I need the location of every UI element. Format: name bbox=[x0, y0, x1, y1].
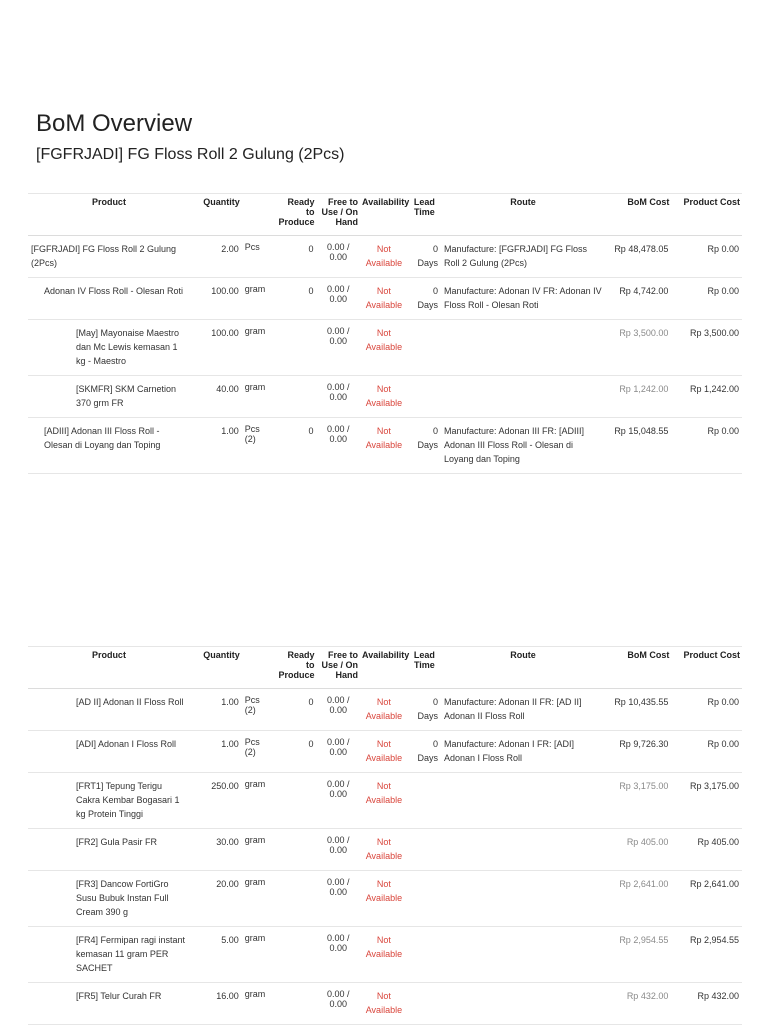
table-row[interactable] bbox=[28, 927, 742, 983]
col-bom-cost[interactable]: BoM Cost bbox=[605, 194, 671, 236]
bom-cost-cell: Rp 2,641.00 bbox=[605, 871, 671, 927]
free-onhand-cell: 0.00 / 0.00 bbox=[316, 278, 360, 320]
product-cell[interactable]: [ADIII] Adonan III Floss Roll - Olesan di Loyang dan Toping bbox=[28, 418, 190, 474]
availability-cell: Not Available bbox=[360, 773, 408, 829]
bom-cost-cell: Rp 9,726.30 bbox=[605, 731, 671, 773]
col-product[interactable]: Product bbox=[28, 194, 190, 236]
table-row[interactable] bbox=[28, 983, 742, 1025]
quantity-cell: 20.00 bbox=[190, 871, 242, 927]
free-onhand-cell: 0.00 / 0.00 bbox=[316, 983, 360, 1025]
free-onhand-cell: 0.00 / 0.00 bbox=[316, 689, 360, 731]
availability-cell: Not Available bbox=[360, 983, 408, 1025]
table-row[interactable] bbox=[28, 418, 742, 474]
route-cell[interactable] bbox=[441, 829, 605, 871]
col-quantity[interactable]: Quantity bbox=[190, 647, 242, 689]
col-availability[interactable]: Availability bbox=[360, 647, 408, 689]
free-onhand-cell: 0.00 / 0.00 bbox=[316, 871, 360, 927]
col-product-cost[interactable]: Product Cost bbox=[671, 647, 742, 689]
col-product[interactable]: Product bbox=[28, 647, 190, 689]
product-cost-cell: Rp 0.00 bbox=[671, 689, 742, 731]
route-cell[interactable] bbox=[441, 983, 605, 1025]
route-cell[interactable]: Manufacture: [FGFRJADI] FG Floss Roll 2 Gulung (2Pcs) bbox=[441, 236, 605, 278]
quantity-cell: 40.00 bbox=[190, 376, 242, 418]
col-lead[interactable]: Lead Time bbox=[408, 647, 441, 689]
bom-cost-cell: Rp 4,742.00 bbox=[605, 278, 671, 320]
availability-cell: Not Available bbox=[360, 731, 408, 773]
product-cell[interactable]: [FR4] Fermipan ragi instant kemasan 11 gram PER SACHET bbox=[28, 927, 190, 983]
uom-cell: gram bbox=[242, 773, 275, 829]
availability-cell: Not Available bbox=[360, 278, 408, 320]
uom-cell: gram bbox=[242, 871, 275, 927]
table-header-row bbox=[28, 194, 742, 236]
product-cost-cell: Rp 0.00 bbox=[671, 236, 742, 278]
lead-time-cell: 0 Days bbox=[408, 731, 441, 773]
availability-cell: Not Available bbox=[360, 376, 408, 418]
uom-cell: gram bbox=[242, 983, 275, 1025]
route-cell[interactable]: Manufacture: Adonan III FR: [ADIII] Adonan III Floss Roll - Olesan di Loyang dan Toping bbox=[441, 418, 605, 474]
uom-cell: gram bbox=[242, 927, 275, 983]
product-cost-cell: Rp 0.00 bbox=[671, 278, 742, 320]
ready-cell: 0 bbox=[275, 278, 317, 320]
ready-cell bbox=[275, 320, 317, 376]
uom-cell: gram bbox=[242, 320, 275, 376]
quantity-cell: 1.00 bbox=[190, 689, 242, 731]
route-cell[interactable] bbox=[441, 320, 605, 376]
bom-cost-cell: Rp 432.00 bbox=[605, 983, 671, 1025]
bom-cost-cell: Rp 3,500.00 bbox=[605, 320, 671, 376]
availability-cell: Not Available bbox=[360, 689, 408, 731]
lead-time-cell bbox=[408, 773, 441, 829]
product-cost-cell: Rp 2,641.00 bbox=[671, 871, 742, 927]
col-product-cost[interactable]: Product Cost bbox=[671, 194, 742, 236]
product-cost-cell: Rp 432.00 bbox=[671, 983, 742, 1025]
table-row[interactable] bbox=[28, 278, 742, 320]
ready-cell bbox=[275, 983, 317, 1025]
availability-cell: Not Available bbox=[360, 320, 408, 376]
col-route[interactable]: Route bbox=[441, 647, 605, 689]
page-subtitle: [FGFRJADI] FG Floss Roll 2 Gulung (2Pcs) bbox=[36, 146, 345, 163]
bom-cost-cell: Rp 405.00 bbox=[605, 829, 671, 871]
uom-cell: gram bbox=[242, 829, 275, 871]
product-cell[interactable]: [FRT1] Tepung Terigu Cakra Kembar Bogasari 1 kg Protein Tinggi bbox=[28, 773, 190, 829]
product-cell[interactable]: [FR3] Dancow FortiGro Susu Bubuk Instan Full Cream 390 g bbox=[28, 871, 190, 927]
free-onhand-cell: 0.00 / 0.00 bbox=[316, 320, 360, 376]
uom-cell: gram bbox=[242, 376, 275, 418]
quantity-cell: 250.00 bbox=[190, 773, 242, 829]
availability-cell: Not Available bbox=[360, 871, 408, 927]
col-ready[interactable]: Ready to Produce bbox=[275, 194, 317, 236]
col-availability[interactable]: Availability bbox=[360, 194, 408, 236]
free-onhand-cell: 0.00 / 0.00 bbox=[316, 773, 360, 829]
table-row[interactable] bbox=[28, 320, 742, 376]
table-row[interactable] bbox=[28, 689, 742, 731]
product-cell[interactable]: [ADI] Adonan I Floss Roll bbox=[28, 731, 190, 773]
uom-cell: Pcs (2) bbox=[242, 418, 275, 474]
product-cost-cell: Rp 0.00 bbox=[671, 731, 742, 773]
col-quantity[interactable]: Quantity bbox=[190, 194, 242, 236]
lead-time-cell: 0 Days bbox=[408, 418, 441, 474]
table-row[interactable] bbox=[28, 773, 742, 829]
quantity-cell: 1.00 bbox=[190, 418, 242, 474]
bom-cost-cell: Rp 15,048.55 bbox=[605, 418, 671, 474]
ready-cell bbox=[275, 829, 317, 871]
lead-time-cell bbox=[408, 871, 441, 927]
lead-time-cell: 0 Days bbox=[408, 278, 441, 320]
quantity-cell: 16.00 bbox=[190, 983, 242, 1025]
ready-cell: 0 bbox=[275, 689, 317, 731]
bom-cost-cell: Rp 1,242.00 bbox=[605, 376, 671, 418]
ready-cell bbox=[275, 871, 317, 927]
table-row[interactable] bbox=[28, 829, 742, 871]
route-cell[interactable]: Manufacture: Adonan IV FR: Adonan IV Floss Roll - Olesan Roti bbox=[441, 278, 605, 320]
col-free[interactable]: Free to Use / On Hand bbox=[316, 194, 360, 236]
product-cost-cell: Rp 405.00 bbox=[671, 829, 742, 871]
quantity-cell: 100.00 bbox=[190, 278, 242, 320]
quantity-cell: 100.00 bbox=[190, 320, 242, 376]
col-bom-cost[interactable]: BoM Cost bbox=[605, 647, 671, 689]
table-row[interactable] bbox=[28, 236, 742, 278]
col-route[interactable]: Route bbox=[441, 194, 605, 236]
route-cell[interactable] bbox=[441, 376, 605, 418]
product-cell[interactable]: [SKMFR] SKM Carnetion 370 grm FR bbox=[28, 376, 190, 418]
route-cell[interactable]: Manufacture: Adonan I FR: [ADI] Adonan I Floss Roll bbox=[441, 731, 605, 773]
lead-time-cell bbox=[408, 983, 441, 1025]
bom-table bbox=[28, 646, 742, 1025]
product-cost-cell: Rp 2,954.55 bbox=[671, 927, 742, 983]
route-cell[interactable] bbox=[441, 773, 605, 829]
lead-time-cell: 0 Days bbox=[408, 689, 441, 731]
bom-cost-cell: Rp 2,954.55 bbox=[605, 927, 671, 983]
free-onhand-cell: 0.00 / 0.00 bbox=[316, 731, 360, 773]
availability-cell: Not Available bbox=[360, 236, 408, 278]
product-cell[interactable]: [AD II] Adonan II Floss Roll bbox=[28, 689, 190, 731]
product-cost-cell: Rp 1,242.00 bbox=[671, 376, 742, 418]
lead-time-cell bbox=[408, 376, 441, 418]
free-onhand-cell: 0.00 / 0.00 bbox=[316, 927, 360, 983]
ready-cell bbox=[275, 927, 317, 983]
lead-time-cell: 0 Days bbox=[408, 236, 441, 278]
product-cell[interactable]: [May] Mayonaise Maestro dan Mc Lewis kemasan 1 kg - Maestro bbox=[28, 320, 190, 376]
bom-table bbox=[28, 193, 742, 474]
quantity-cell: 30.00 bbox=[190, 829, 242, 871]
col-ready[interactable]: Ready to Produce bbox=[275, 647, 317, 689]
uom-cell: Pcs (2) bbox=[242, 689, 275, 731]
product-cell[interactable]: [FR2] Gula Pasir FR bbox=[28, 829, 190, 871]
free-onhand-cell: 0.00 / 0.00 bbox=[316, 418, 360, 474]
quantity-cell: 2.00 bbox=[190, 236, 242, 278]
product-cost-cell: Rp 3,500.00 bbox=[671, 320, 742, 376]
product-cost-cell: Rp 3,175.00 bbox=[671, 773, 742, 829]
table-row[interactable] bbox=[28, 871, 742, 927]
ready-cell: 0 bbox=[275, 236, 317, 278]
col-lead[interactable]: Lead Time bbox=[408, 194, 441, 236]
bom-cost-cell: Rp 48,478.05 bbox=[605, 236, 671, 278]
ready-cell bbox=[275, 773, 317, 829]
ready-cell: 0 bbox=[275, 418, 317, 474]
quantity-cell: 5.00 bbox=[190, 927, 242, 983]
availability-cell: Not Available bbox=[360, 829, 408, 871]
product-cost-cell: Rp 0.00 bbox=[671, 418, 742, 474]
quantity-cell: 1.00 bbox=[190, 731, 242, 773]
route-cell[interactable]: Manufacture: Adonan II FR: [AD II] Adonan II Floss Roll bbox=[441, 689, 605, 731]
free-onhand-cell: 0.00 / 0.00 bbox=[316, 829, 360, 871]
free-onhand-cell: 0.00 / 0.00 bbox=[316, 236, 360, 278]
col-uom bbox=[242, 194, 275, 236]
availability-cell: Not Available bbox=[360, 927, 408, 983]
col-free[interactable]: Free to Use / On Hand bbox=[316, 647, 360, 689]
product-cell[interactable]: [FGFRJADI] FG Floss Roll 2 Gulung (2Pcs) bbox=[28, 236, 190, 278]
availability-cell: Not Available bbox=[360, 418, 408, 474]
free-onhand-cell: 0.00 / 0.00 bbox=[316, 376, 360, 418]
table-row[interactable] bbox=[28, 376, 742, 418]
lead-time-cell bbox=[408, 320, 441, 376]
lead-time-cell bbox=[408, 927, 441, 983]
uom-cell: Pcs bbox=[242, 236, 275, 278]
bom-cost-cell: Rp 3,175.00 bbox=[605, 773, 671, 829]
product-cell[interactable]: [FR5] Telur Curah FR bbox=[28, 983, 190, 1025]
ready-cell: 0 bbox=[275, 731, 317, 773]
product-cell[interactable]: Adonan IV Floss Roll - Olesan Roti bbox=[28, 278, 190, 320]
page-title: BoM Overview bbox=[36, 110, 193, 137]
uom-cell: gram bbox=[242, 278, 275, 320]
ready-cell bbox=[275, 376, 317, 418]
uom-cell: Pcs (2) bbox=[242, 731, 275, 773]
col-uom bbox=[242, 647, 275, 689]
route-cell[interactable] bbox=[441, 927, 605, 983]
lead-time-cell bbox=[408, 829, 441, 871]
table-header-row bbox=[28, 647, 742, 689]
bom-cost-cell: Rp 10,435.55 bbox=[605, 689, 671, 731]
route-cell[interactable] bbox=[441, 871, 605, 927]
table-row[interactable] bbox=[28, 731, 742, 773]
